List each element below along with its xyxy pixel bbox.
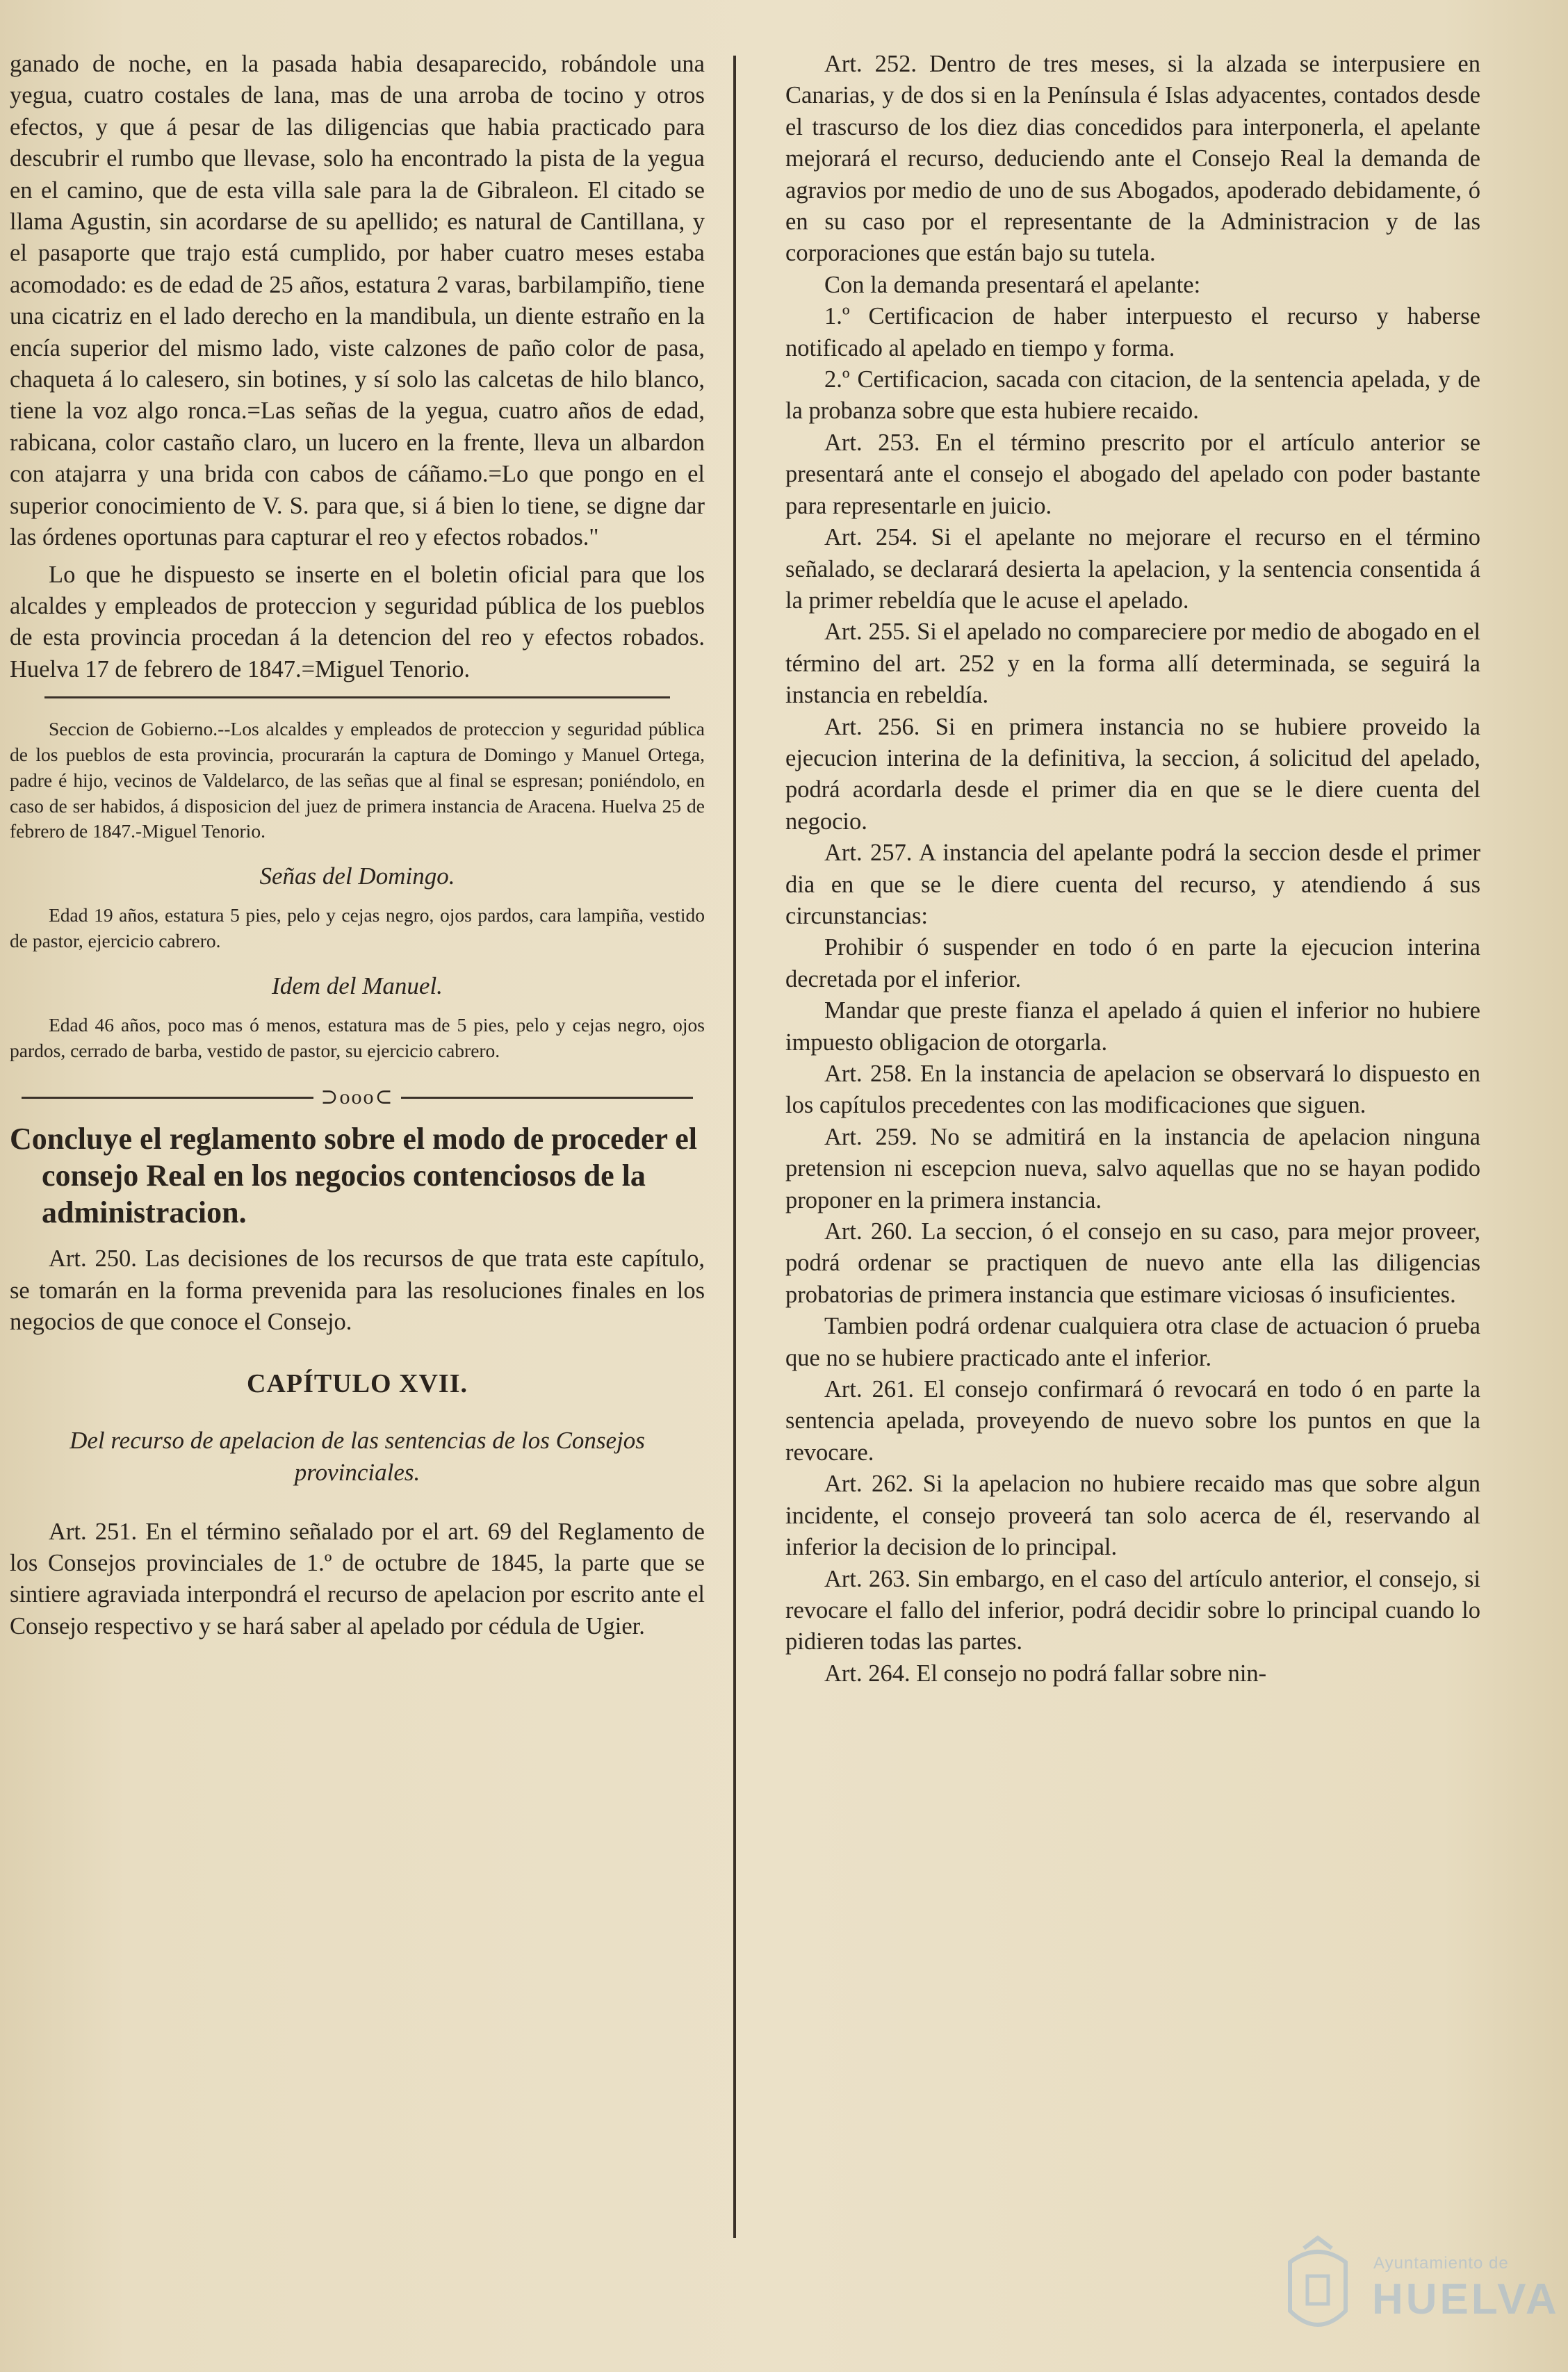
paragraph-continued: ganado de noche, en la pasada habia desaparecido, robándole una yegua, cuatro costales de lana, mas de una arroba de tocino y otros efectos, y que á pesar de las diligencias que habia practicado para descubrir el rumbo que llevase, solo ha encontrado la pista de la yegua en el camino, que de esta villa sale para la de Gibraleon. El citado se llama Agustin, sin acordarse de su apellido; es natural de Cantillana, y el pasaporte que trajo está cumplido, por haber cuatro meses estaba acomodado: es de edad de 25 años, estatura 2 varas, barbilampiño, tiene una cicatriz en el lado derecho en la mandibula, un diente estraño en la encía superior del mismo lado, viste calzones de paño color de pasa, chaqueta á lo calesero, sin botines, y sí solo las calcetas de hilo blanco, tiene la voz algo ronca.=Las señas de la yegua, cuatro años de edad, rabicana, color castaño claro, un lucero en la frente, lleva un albardon con atajarra y una brida con cabos de cáñamo.=Lo que pongo en el superior conocimiento de V. S. para que, si á bien lo tiene, se digne dar las órdenes oportunas para capturar el reo y efectos robados.": [10, 51, 705, 551]
article-258: Art. 258. En la instancia de apelacion se observará lo dispuesto en los capítulos precedentes con las modificaciones que siguen.: [785, 1061, 1480, 1119]
article-264: Art. 264. El consejo no podrá fallar sobre nin-: [824, 1660, 1267, 1687]
article-262: Art. 262. Si la apelacion no hubiere recaido mas que sobre algun incidente, el consejo proveerá tan solo acerca de él, reservando al inferior la decision de lo principal.: [785, 1471, 1480, 1561]
requirement-item-2: 2.º Certificacion, sacada con citacion, de la sentencia apelada, y de la probanza sobre que esta hubiere recaido.: [785, 366, 1480, 425]
senas-domingo-text: Edad 19 años, estatura 5 pies, pelo y cejas negro, ojos pardos, cara lampiña, vestido de pastor, ejercicio cabrero.: [10, 904, 705, 951]
article-261: Art. 261. El consejo confirmará ó revocará en todo ó en parte la sentencia apelada, proveyendo de nuevo sobre los puntos en que la revocare.: [785, 1376, 1480, 1466]
article-256: Art. 256. Si en primera instancia no se hubiere proveido la ejecucion interina de la definitiva, la seccion, á solicitud del apelado, podrá acordarla desde el primer dia en que se le diere cuenta del negocio.: [785, 713, 1480, 835]
section-title: Concluye el reglamento sobre el modo de proceder el consejo Real en los negocios contenciosos de la administracion.: [10, 1122, 698, 1230]
right-column: [785, 49, 1480, 1690]
left-column: [10, 49, 705, 1642]
paragraph-dispuesto: Lo que he dispuesto se inserte en el boletin oficial para que los alcaldes y empleados de proteccion y seguridad pública de los pueblos de esta provincia procedan á la detencion del reo y efectos robados. Huelva 17 de febrero de 1847.=Miguel Tenorio.: [10, 561, 705, 682]
prohibir-clause: Prohibir ó suspender en todo ó en parte la ejecucion interina decretada por el inferior.: [785, 934, 1480, 992]
ornament-glyph: ⊃ooo⊂: [320, 1086, 394, 1109]
ornament-line-left: [22, 1097, 313, 1099]
article-263: Art. 263. Sin embargo, en el caso del artículo anterior, el consejo, si revocare el fallo del inferior, podrá decidir sobre lo principal cuando lo pidieren todas las partes.: [785, 1565, 1480, 1655]
idem-manuel-heading: Idem del Manuel.: [272, 972, 443, 999]
crest-icon: [1276, 2234, 1359, 2346]
demanda-intro: Con la demanda presentará el apelante:: [824, 271, 1201, 298]
divider: [44, 696, 670, 698]
mandar-clause: Mandar que preste fianza el apelado á quien el inferior no hubiere impuesto obligacion de otorgarla.: [785, 997, 1480, 1056]
article-259: Art. 259. No se admitirá en la instancia de apelacion ninguna pretension ni escepcion nueva, salvo aquellas que no se hayan podido proponer en la primera instancia.: [785, 1123, 1480, 1213]
article-254: Art. 254. Si el apelante no mejorare el recurso en el término señalado, se declarará desierta la apelacion, y la sentencia consentida á la primer rebeldía que le acuse el apelado.: [785, 524, 1480, 614]
ornament-line-right: [401, 1097, 693, 1099]
watermark-line-2: HUELVA: [1372, 2275, 1560, 2323]
ornament-divider: [10, 1087, 705, 1108]
column-rule: [733, 56, 736, 2238]
article-251: Art. 251. En el término señalado por el art. 69 del Reglamento de los Consejos provinciales de 1.º de octubre de 1845, la parte que se sintiere agraviada interpondrá el recurso de apelacion por escrito ante el Consejo respectivo y se hará saber al apelado por cédula de Ugier.: [10, 1518, 705, 1639]
article-255: Art. 255. Si el apelado no compareciere por medio de abogado en el término del art. 252 y en la forma allí determinada, se seguirá la instancia en rebeldía.: [785, 619, 1480, 709]
article-257: Art. 257. A instancia del apelante podrá la seccion desde el primer dia en que se le diere cuenta del recurso, y atendiendo á sus circunstancias:: [785, 840, 1480, 929]
seccion-gobierno: Seccion de Gobierno.--Los alcaldes y empleados de proteccion y seguridad pública de los pueblos de esta provincia, procurarán la captura de Domingo y Manuel Ortega, padre é hijo, vecinos de Valdelarco, de las señas que al final se espresan; poniéndolo, en caso de ser habidos, á disposicion del juez de primera instancia de Aracena. Huelva 25 de febrero de 1847.-Miguel Tenorio.: [10, 718, 705, 842]
ayuntamiento-watermark: [1276, 2234, 1560, 2353]
chapter-subheading: Del recurso de apelacion de las sentencias de los Consejos provinciales.: [70, 1426, 645, 1486]
requirement-item-1: 1.º Certificacion de haber interpuesto el recurso y haberse notificado al apelado en tiempo y forma.: [785, 303, 1480, 361]
article-260: Art. 260. La seccion, ó el consejo en su caso, para mejor proveer, podrá ordenar se practiquen de nuevo ante ella las diligencias probatorias de primera instancia que estimare viciosas ó insuficientes.: [785, 1218, 1480, 1308]
senas-domingo-heading: Señas del Domingo.: [259, 862, 455, 890]
chapter-heading: CAPÍTULO XVII.: [246, 1368, 468, 1398]
tambien-clause: Tambien podrá ordenar cualquiera otra clase de actuacion ó prueba que no se hubiere practicado ante el inferior.: [785, 1313, 1480, 1371]
article-253: Art. 253. En el término prescrito por el artículo anterior se presentará ante el consejo el abogado del apelado con poder bastante para representarle en juicio.: [785, 429, 1480, 519]
watermark-line-1: Ayuntamiento de: [1373, 2254, 1509, 2273]
article-252: Art. 252. Dentro de tres meses, si la alzada se interpusiere en Canarias, y de dos si en la Península é Islas adyacentes, contados desde el trascurso de los diez dias concedidos para interponerla, el apelante mejorará el recurso, deduciendo ante el Consejo Real la demanda de agravios por medio de uno de sus Abogados, apoderado debidamente, ó en su caso por el representante de la Administracion y de las corporaciones que están bajo su tutela.: [785, 51, 1480, 267]
idem-manuel-text: Edad 46 años, poco mas ó menos, estatura mas de 5 pies, pelo y cejas negro, ojos pardos, cerrado de barba, vestido de pastor, su ejercicio cabrero.: [10, 1013, 705, 1061]
article-250: Art. 250. Las decisiones de los recursos de que trata este capítulo, se tomarán en la forma prevenida para las resoluciones finales en los negocios de que conoce el Consejo.: [10, 1245, 705, 1336]
